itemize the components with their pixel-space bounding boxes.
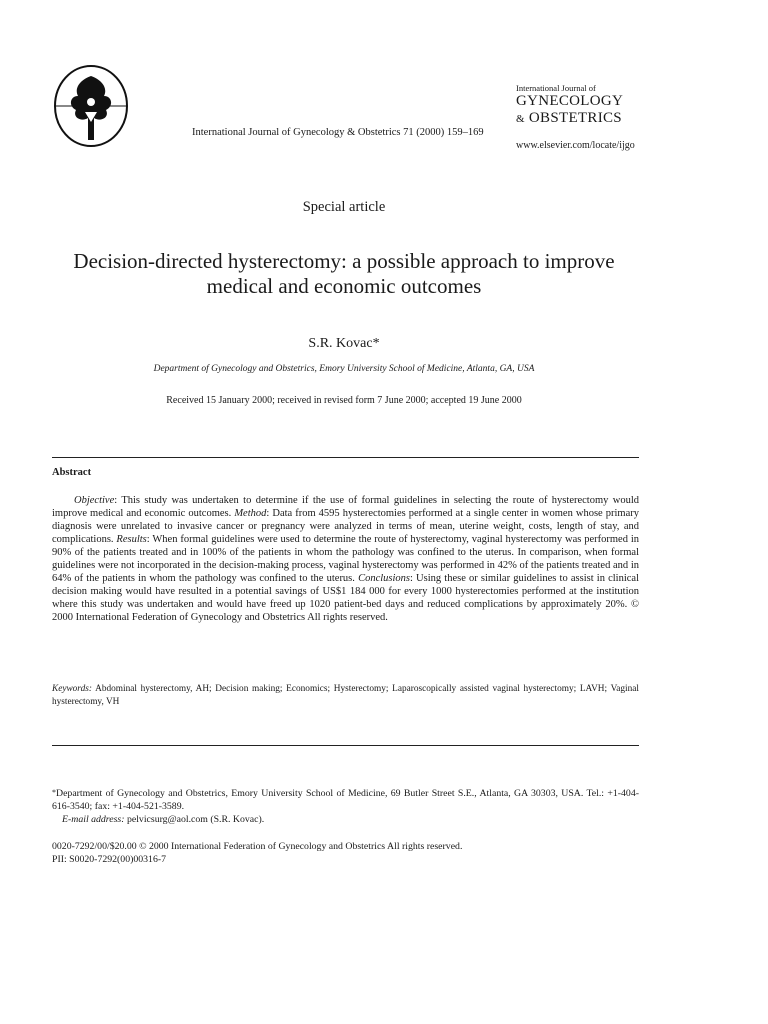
conclusions-label: Conclusions — [358, 573, 410, 585]
article-title: Decision-directed hysterectomy: a possible approach to improve medical and economic outcomes — [73, 249, 615, 298]
abstract-top-divider — [52, 457, 639, 458]
conclusions-text: : Using these or similar guidelines to assist in clinical decision making would have resulted in a potential savings of US$1 184 000 for every 1000 hysterectomies performed at the institution where this study was undertaken and would have freed up 1020 patient-bed days and reduced complications by approximately 20%. © 2000 International Federation of Gynecology and Obstetrics All rights reserved. — [52, 573, 639, 624]
email-address[interactable]: pelvicsurg@aol.com (S.R. Kovac). — [126, 814, 265, 825]
author-affiliation: Department of Gynecology and Obstetrics, Emory University School of Medicine, Atlanta, GA, USA — [153, 364, 535, 374]
journal-url[interactable]: www.elsevier.com/locate/ijgo — [516, 140, 635, 151]
copyright-block — [52, 840, 462, 866]
abstract-heading: Abstract — [52, 467, 92, 478]
email-label: E-mail address: — [62, 814, 125, 825]
brand-title-line2 — [516, 110, 646, 128]
keywords-text: Abdominal hysterectomy, AH; Decision making; Economics; Hysterectomy; Laparoscopically assisted vaginal hysterectomy; LAVH; Vaginal hysterectomy, VH — [52, 684, 639, 707]
objective-label: Objective — [74, 495, 115, 506]
footnote-marker: * — [52, 788, 56, 797]
abstract-body — [52, 494, 639, 624]
journal-citation: International Journal of Gynecology & Obstetrics 71 (2000) 159–169 — [192, 127, 484, 138]
keywords-label: Keywords: — [52, 684, 92, 694]
brand-title-line1: GYNECOLOGY — [516, 93, 624, 109]
corresponding-author-footnote — [52, 786, 639, 826]
copyright-line: 0020-7292/00/$20.00 © 2000 International Federation of Gynecology and Obstetrics All rights reserved. — [52, 841, 463, 852]
brand-ampersand: & — [516, 113, 525, 125]
footnote-text: Department of Gynecology and Obstetrics, Emory University School of Medicine, 69 Butler Street S.E., Atlanta, GA 30303, USA. Tel.: +1-404-616-3540; fax: +1-404-521-3589. — [52, 788, 639, 812]
journal-brand — [516, 83, 646, 128]
tree-figure-icon — [52, 62, 130, 150]
article-type: Special article — [302, 199, 386, 215]
results-text: : When formal guidelines were used to determine the route of hysterectomy, vaginal hysterectomy was performed in 90% of the patients treated and in 100% of the patients in whom the pathology was confined to the uterus. In comparison, when formal guidelines were not incorporated in the decision-making process, vaginal hysterectomy was performed in 42% of the patients treated and in 64% of the patients in whom the pathology was confined to the uterus. — [52, 534, 640, 585]
brand-title-line2-text: OBSTETRICS — [528, 110, 622, 126]
keywords — [52, 683, 639, 709]
method-label: Method — [234, 508, 267, 520]
objective-text: : This study was undertaken to determine if the use of formal guidelines in selecting the route of hysterectomy would improve medical and economic outcomes. — [52, 495, 639, 520]
article-author: S.R. Kovac* — [308, 336, 380, 351]
article-dates: Received 15 January 2000; received in revised form 7 June 2000; accepted 19 June 2000 — [166, 395, 522, 406]
pii-line: PII: S0020-7292(00)00316-7 — [52, 854, 167, 865]
results-label: Results — [116, 534, 147, 546]
abstract-bottom-divider — [52, 745, 639, 746]
brand-prefix: International Journal of — [516, 83, 596, 93]
method-text: : Data from 4595 hysterectomies performed at a single center in women whose primary diagnosis were unrelated to invasive cancer or pregnancy were analyzed in terms of mean, uterine weight, costs, length of stay, and complications. — [52, 508, 639, 546]
journal-logo — [52, 62, 130, 150]
